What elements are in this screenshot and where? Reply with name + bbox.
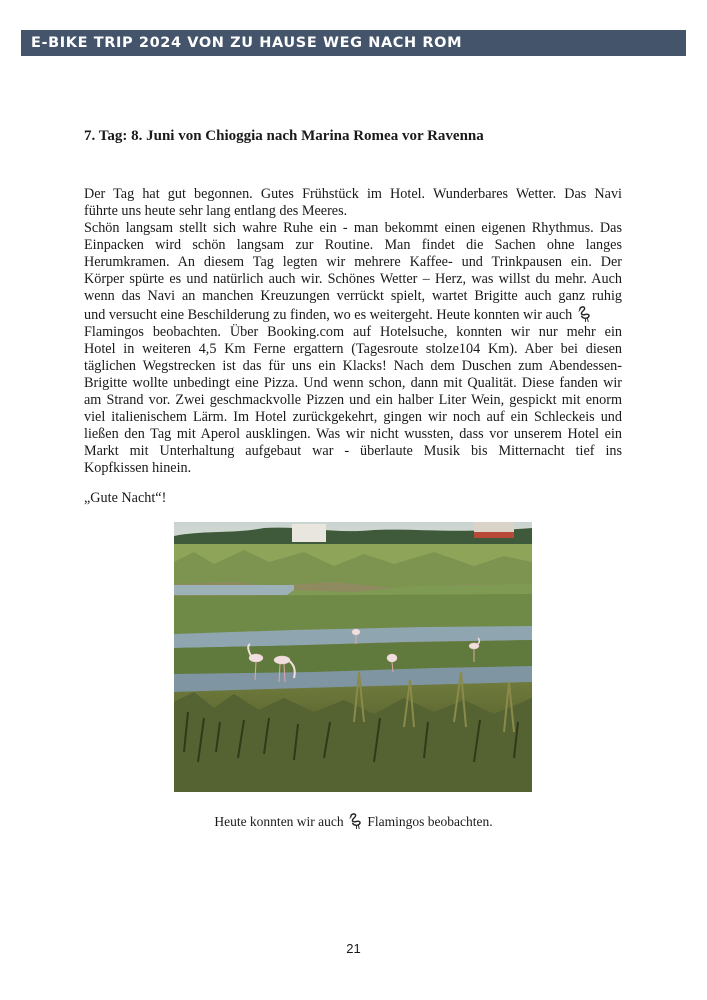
text-line: viel italienischem Lärm. Im Hotel zurückgekehrt, gingen wir noch auf ein Schleckeis und xyxy=(84,409,622,425)
text-line: Herumkramen. An diesem Tag legten wir mehrere Kaffee- und Trinkpausen ein. Der xyxy=(84,254,622,270)
text-line: Kopfkissen hinein. xyxy=(84,460,192,476)
text-line: ließen den Tag mit Aperol ausklingen. Was wir nicht wussten, dass vor unserem Hotel ein xyxy=(84,426,622,442)
flamingo-icon xyxy=(577,305,592,322)
caption-text-start: Heute konnten wir auch xyxy=(214,814,344,829)
text-line: Hotel in weiteren 4,5 Km Ferne ergattern (Tagesroute stolze104 Km). Aber bei diesen xyxy=(84,341,622,357)
caption-text-end: Flamingos beobachten. xyxy=(367,814,493,829)
text-line: Der Tag hat gut begonnen. Gutes Frühstück im Hotel. Wunderbares Wetter. Das Navi xyxy=(84,186,622,202)
page-number: 21 xyxy=(346,941,361,956)
flamingo-photo xyxy=(174,522,532,792)
text-line: wenn das Navi an manchen Kreuzungen verrückt spielt, wartet Brigitte auch ganz ruhig xyxy=(84,288,622,304)
text-line: und versucht eine Beschilderung zu finden, wo es weitergeht. Heute konnten wir auch xyxy=(84,307,573,323)
text-line: Flamingos beobachten. Über Booking.com auf Hotelsuche, konnten wir nur mehr ein xyxy=(84,324,622,340)
text-line: führte uns heute sehr lang entlang des Meeres. xyxy=(84,203,348,219)
text-line: am Strand vor. Zwei geschmackvolle Pizzen und ein halber Liter Wein, gespickt mit enorm xyxy=(84,392,622,408)
goodnight-text: „Gute Nacht“! xyxy=(84,490,167,506)
text-line: täglichen Wegstrecken ist das für uns ein Klacks! Nach dem Duschen zum Abendessen- xyxy=(84,358,622,374)
text-line: Brigitte wollte unbedingt eine Pizza. Und wenn schon, dann mit Qualität. Diese fanden wir xyxy=(84,375,622,391)
chapter-title: 7. Tag: 8. Juni von Chioggia nach Marina Romea vor Ravenna xyxy=(84,128,484,144)
body-text xyxy=(84,186,622,477)
text-line: Markt mit Unterhaltung aufgebaut war - überlaute Musik bis Mitternacht tief ins xyxy=(84,443,622,459)
text-line: Einpacken wird schön langsam zur Routine. Man findet die Sachen ohne langes xyxy=(84,237,622,253)
text-line: Körper spürte es und natürlich auch wir. Schönes Wetter – Herz, was willst du mehr. Auch xyxy=(84,271,622,287)
text-line: Schön langsam stellt sich wahre Ruhe ein - man bekommt einen eigenen Rhythmus. Das xyxy=(84,220,622,236)
flamingo-icon xyxy=(348,812,363,829)
photo-caption xyxy=(0,812,707,830)
text-line-with-icon xyxy=(84,305,622,324)
header-bar xyxy=(21,30,686,56)
header-title: E-BIKE TRIP 2024 VON ZU HAUSE WEG NACH ROM xyxy=(31,35,463,51)
